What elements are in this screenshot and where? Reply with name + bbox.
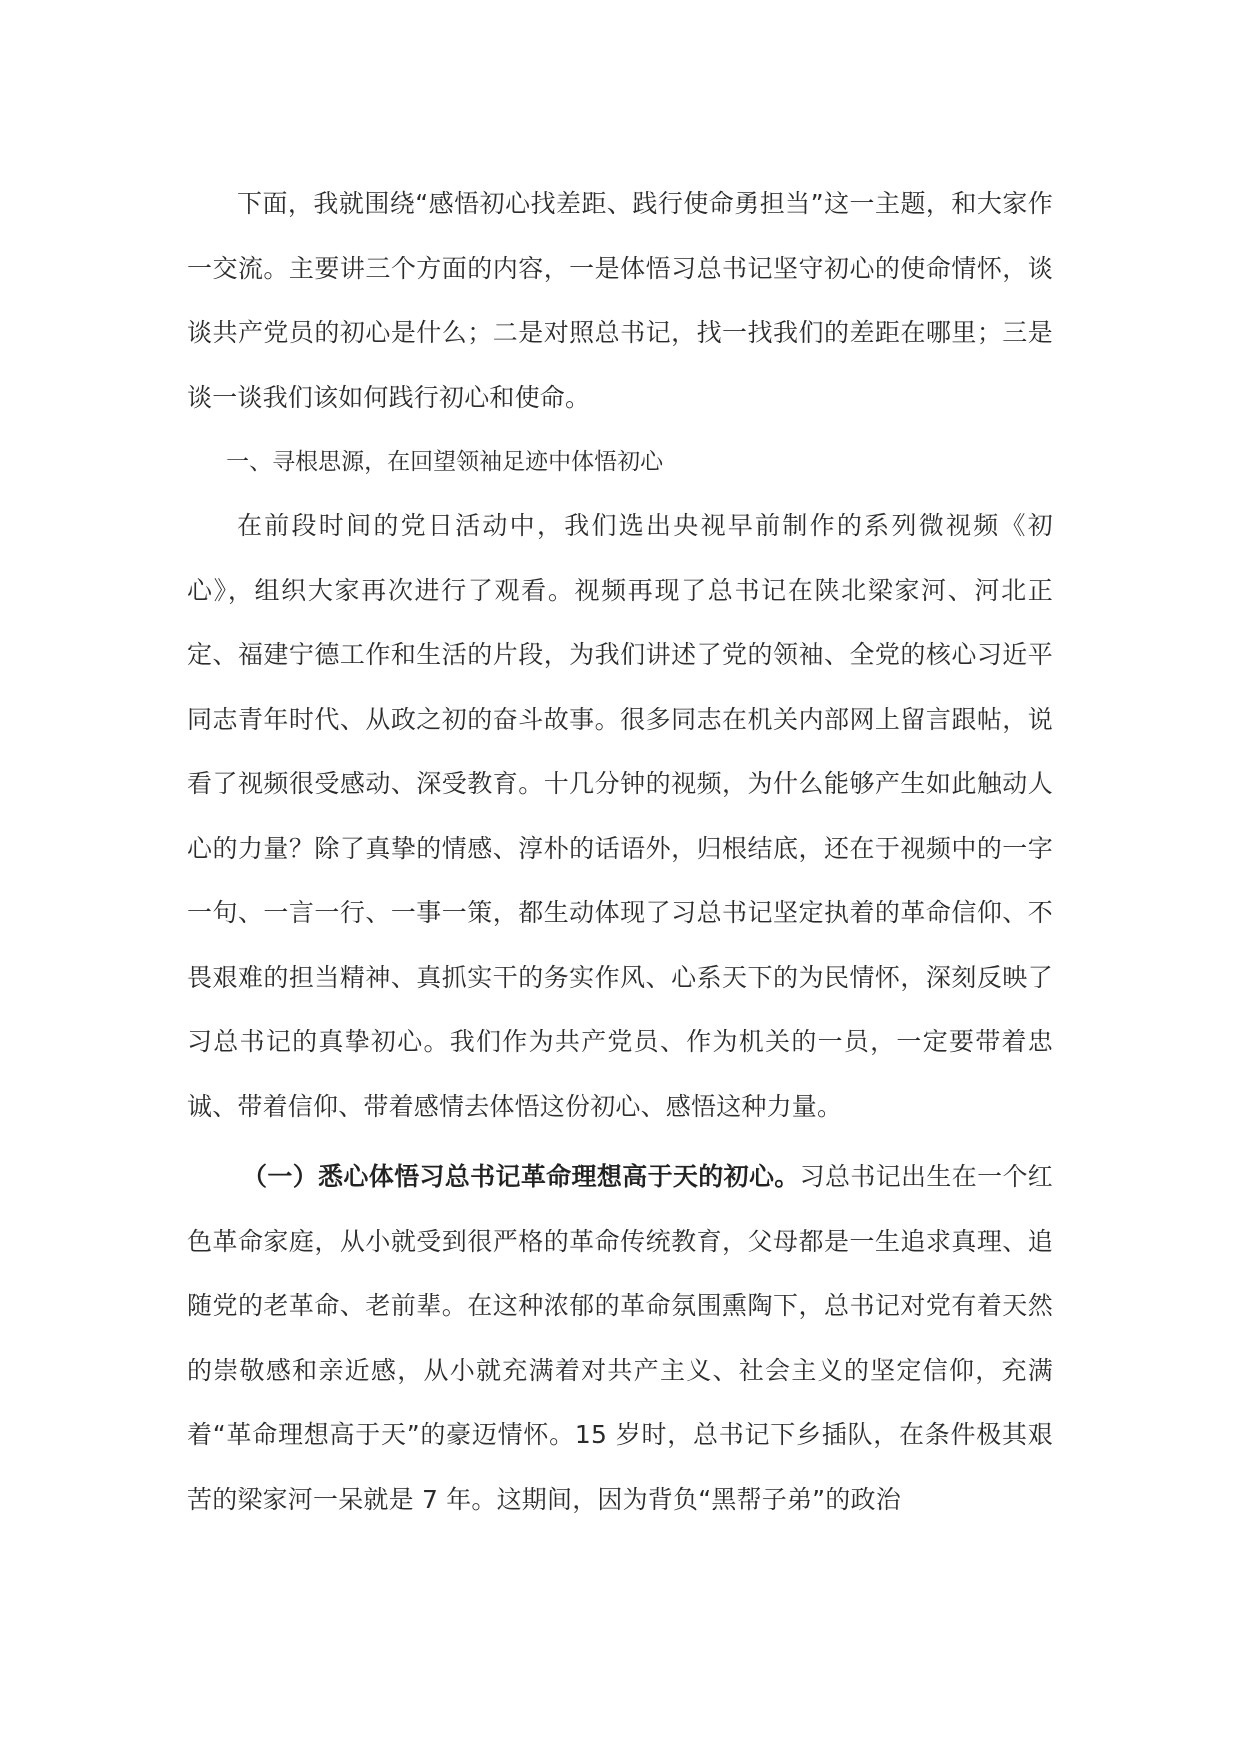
intro-paragraph: 下面，我就围绕“感悟初心找差距、践行使命勇担当”这一主题，和大家作一交流。主要讲三个方面的内容，一是体悟习总书记坚守初心的使命情怀，谈谈共产党员的初心是什么；二是对照总书记，找一找我们的差距在哪里；三是谈一谈我们该如何践行初心和使命。 [187,189,1053,412]
section-body-paragraph: 在前段时间的党日活动中，我们选出央视早前制作的系列微视频《初心》，组织大家再次进行了观看。视频再现了总书记在陕北梁家河、河北正定、福建宁德工作和生活的片段，为我们讲述了党的领袖、全党的核心习近平同志青年时代、从政之初的奋斗故事。很多同志在机关内部网上留言跟帖，说看了视频很受感动、深受教育。十几分钟的视频，为什么能够产生如此触动人心的力量？除了真挚的情感、淳朴的话语外，归根结底，还在于视频中的一字一句、一言一行、一事一策，都生动体现了习总书记坚定执着的革命信仰、不畏艰难的担当精神、真抓实干的务实作风、心系天下的为民情怀，深刻反映了习总书记的真挚初心。我们作为共产党员、作为机关的一员，一定要带着忠诚、带着信仰、带着感情去体悟这份初心、感悟这种力量。 [187,511,1053,1121]
subsection-body: 习总书记出生在一个红色革命家庭，从小就受到很严格的革命传统教育，父母都是一生追求真理、追随党的老革命、老前辈。在这种浓郁的革命氛围熏陶下，总书记对党有着天然的崇敬感和亲近感，从小就充满着对共产主义、社会主义的坚定信仰，充满着“革命理想高于天”的豪迈情怀。15 岁时，总书记下乡插队，在条件极其艰苦的梁家河一呆就是 7 年。这期间，因为背负“黑帮子弟”的政治 [187,1162,1053,1514]
subsection-lead: （一）悉心体悟习总书记革命理想高于天的初心。 [242,1162,800,1191]
subsection-paragraph [187,1145,1053,1532]
document-page [187,172,1053,1532]
section-heading: 一、寻根思源，在回望领袖足迹中体悟初心 [226,449,664,475]
